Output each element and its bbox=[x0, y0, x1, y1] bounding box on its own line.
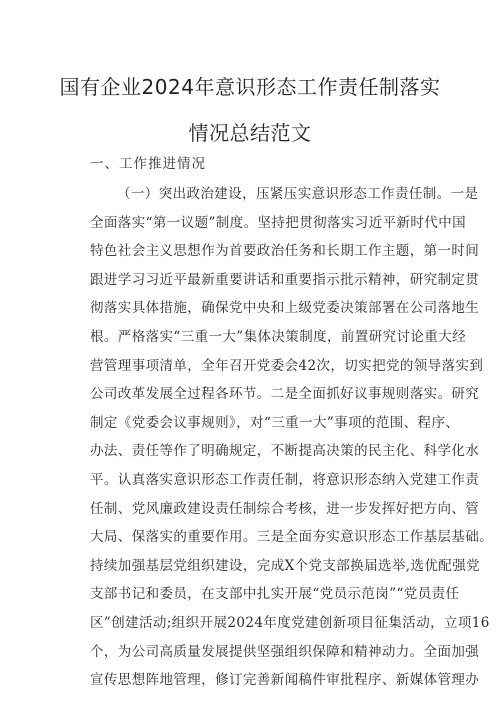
body-line: 制定《党委会议事规则》，对“三重一大”事项的范围、程序、 bbox=[90, 414, 460, 431]
body-line: 支部书记和委员，在支部中扎实开展“党员示范岗”“党员责任 bbox=[90, 586, 460, 603]
section-heading: 一、工作推进情况 bbox=[90, 156, 206, 172]
body-line: 营管理事项清单，全年召开党委会42次，切实把党的领导落实到 bbox=[90, 357, 484, 374]
body-line: 特色社会主义思想作为首要政治任务和长期工作主题，第一时间 bbox=[90, 243, 480, 260]
document-title-line-1: 国有企业2024年意识形态工作责任制落实 bbox=[59, 75, 441, 99]
body-line: （一）突出政治建设，压紧压实意识形态工作责任制。一是 bbox=[117, 186, 479, 202]
document-title-line-2: 情况总结范文 bbox=[188, 121, 312, 145]
body-text bbox=[90, 180, 494, 695]
body-line: 跟进学习习近平最新重要讲话和重要指示批示精神，研究制定贯 bbox=[90, 271, 480, 288]
body-line: 彻落实具体措施，确保党中央和上级党委决策部署在公司落地生 bbox=[90, 300, 480, 317]
body-line: 任制、党风廉政建设责任制综合考核，进一步发挥好把方向、管 bbox=[90, 500, 480, 517]
body-line: 公司改革发展全过程各环节。二是全面抓好议事规则落实。研究 bbox=[90, 386, 480, 403]
body-line: 全面落实“第一议题”制度。坚持把贯彻落实习近平新时代中国 bbox=[90, 214, 467, 231]
body-line: 宣传思想阵地管理，修订完善新闻稿件审批程序、新媒体管理办 bbox=[90, 672, 480, 689]
body-line: 区”创建活动;组织开展2024年度党建创新项目征集活动，立项16 bbox=[90, 614, 490, 631]
body-line: 平。认真落实意识形态工作责任制，将意识形态纳入党建工作责 bbox=[90, 471, 480, 488]
body-line: 持续加强基层党组织建设，完成X个党支部换届选举,选优配强党 bbox=[90, 557, 481, 574]
body-line: 办法、责任等作了明确规定，不断提高决策的民主化、科学化水 bbox=[90, 443, 480, 460]
body-line: 大局、保落实的重要作用。三是全面夯实意识形态工作基层基础。 bbox=[90, 529, 494, 546]
body-line: 个，为公司高质量发展提供坚强组织保障和精神动力。全面加强 bbox=[90, 643, 480, 660]
body-line: 根。严格落实“三重一大”集体决策制度，前置研究讨论重大经 bbox=[90, 328, 467, 345]
